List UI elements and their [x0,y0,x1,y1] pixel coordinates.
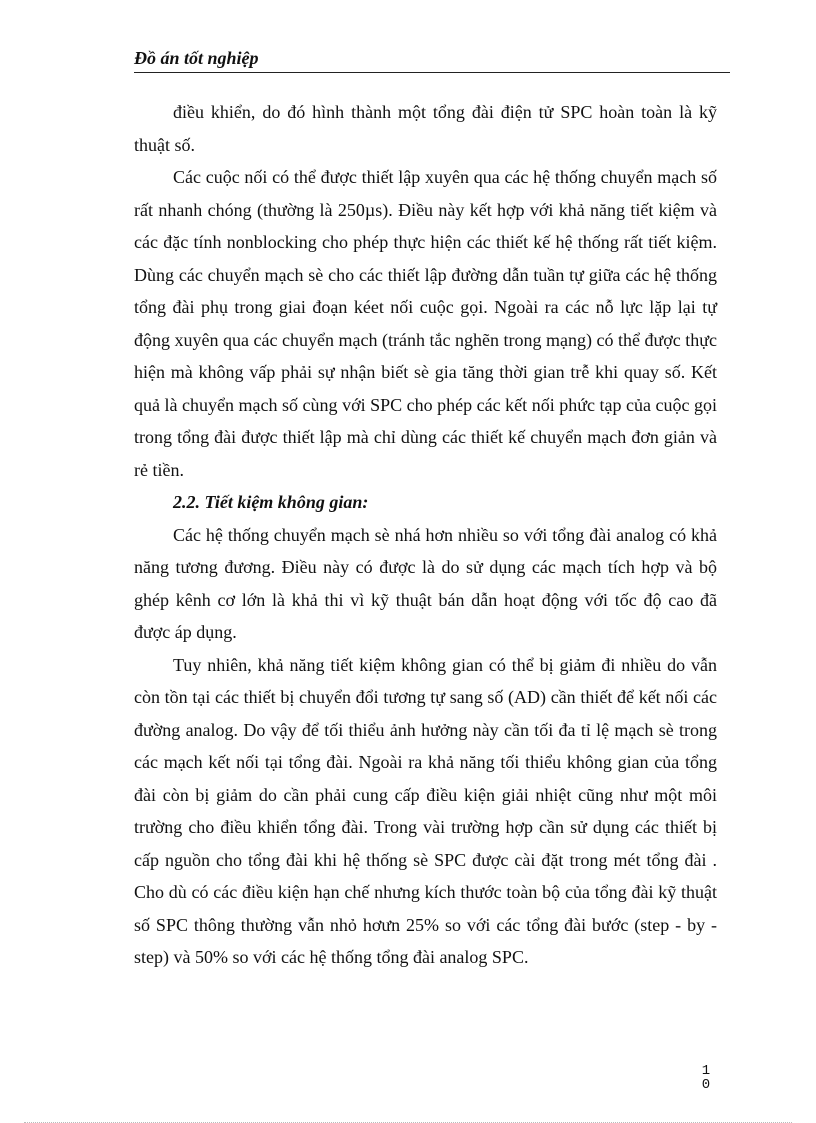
section-heading: 2.2. Tiết kiệm không gian: [173,492,369,512]
header-divider [134,72,730,73]
paragraph-3: Các hệ thống chuyển mạch sè nhá hơn nhiều so với tổng đài analog có khả năng tương đương. Điều này có được là do sử dụng các mạch tích hợp và bộ ghép kênh cơ lớn là khả thi vì kỹ thuật bán dẫn hoạt động với tốc độ cao đã được áp dụng. [134,524,717,642]
paragraph-1: điều khiển, do đó hình thành một tổng đài điện tử SPC hoàn toàn là kỹ thuật số. [134,102,717,155]
paragraph-2: Các cuộc nối có thể được thiết lập xuyên qua các hệ thống chuyển mạch số rất nhanh chóng (thường là 250µs). Điều này kết hợp với khả năng tiết kiệm và các đặc tính nonblocking cho phép thực hiện các thiết kế hệ thống rất tiết kiệm. Dùng các chuyển mạch sè cho các thiết lập đường dẫn tuần tự giữa các hệ thống tổng đài phụ trong giai đoạn kéet nối cuộc gọi. Ngoài ra các nỗ lực lặp lại tự động xuyên qua các chuyển mạch (tránh tắc nghẽn trong mạng) có thể được thực hiện mà không vấp phải sự nhận biết sè gia tăng thời gian trễ khi quay số. Kết quả là chuyển mạch số cùng với SPC cho phép các kết nối phức tạp của cuộc gọi trong tổng đài được thiết lập mà chỉ dùng các thiết kế chuyển mạch đơn giản và rẻ tiền. [134,167,717,480]
document-body [134,96,717,974]
paragraph-4: Tuy nhiên, khả năng tiết kiệm không gian có thể bị giảm đi nhiều do vẫn còn tồn tại các thiết bị chuyển đổi tương tự sang số (AD) cần thiết để kết nối các đường analog. Do vậy để tối thiểu ảnh hưởng này cần tối đa tỉ lệ mạch sè trong các mạch kết nối tại tổng đài. Ngoài ra khả năng tối thiểu không gian của tổng đài còn bị giảm do cần phải cung cấp điều kiện giải nhiệt cũng như một môi trường cho điều khiển tổng đài. Trong vài trường hợp cần sử dụng các thiết bị cấp nguồn cho tổng đài khi hệ thống sè SPC được cài đặt trong mét tổng đài . Cho dù có các điều kiện hạn chế nhưng kích thước toàn bộ của tổng đài kỹ thuật số SPC thông thường vẫn nhỏ hơưn 25% so với các tổng đài bước (step - by - step) và 50% so với các hệ thống tổng đài analog SPC. [134,654,717,967]
page-number: 10 [701,1063,711,1093]
running-header-title: Đồ án tốt nghiệp [134,48,259,68]
